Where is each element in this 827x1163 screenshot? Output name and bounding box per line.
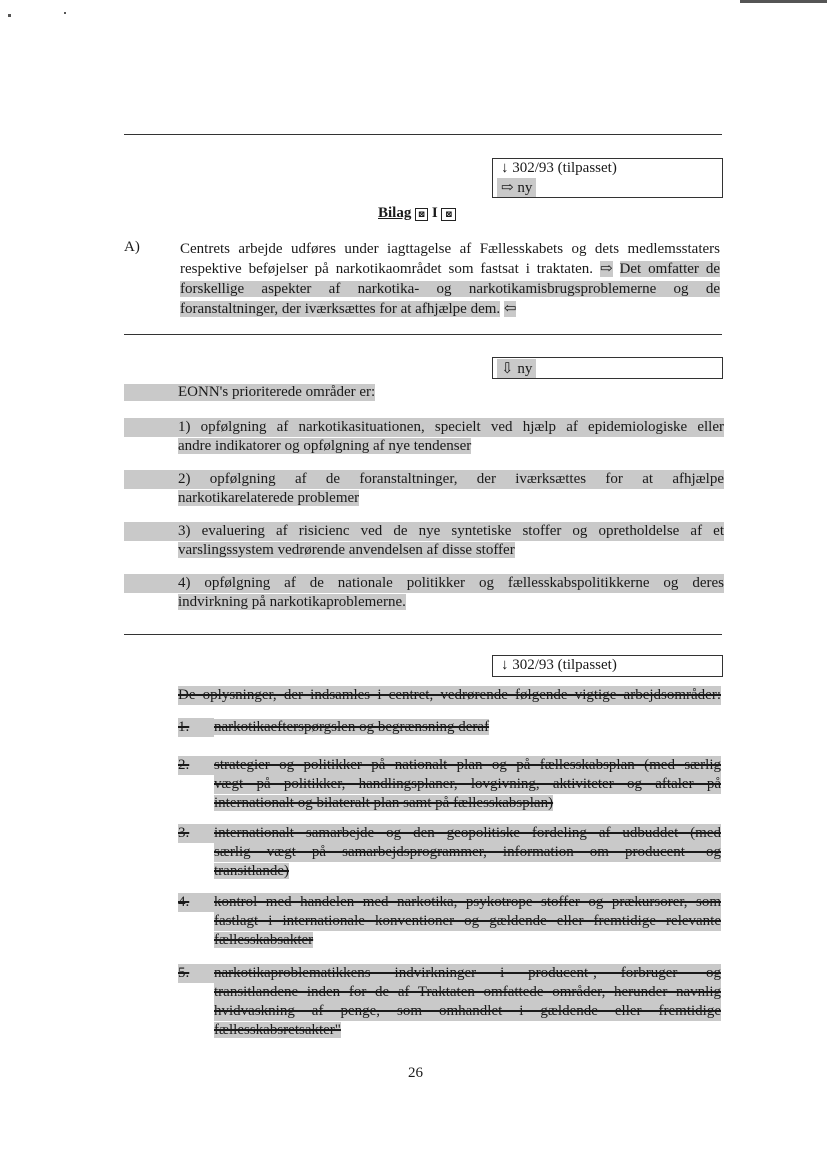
arrow-left-icon: ⇦ [503, 301, 517, 317]
priority-item-line: varslingssystem vedrørende anvendelsen af disse stoffer [178, 542, 515, 558]
insert-end-marker-icon: ⊠ [441, 208, 456, 221]
priorities-heading [124, 384, 375, 401]
priority-item [124, 418, 724, 456]
reference-box-adapted [492, 655, 723, 677]
deleted-item-line: vægt på politikker, handlingsplaner, lovgivning, aktiviteter og aftaler på [214, 776, 721, 792]
priority-item-line: indvirkning på narkotikaproblemerne. [178, 594, 406, 610]
separator-rule [124, 134, 722, 135]
deleted-item [178, 756, 721, 813]
section-a-text [180, 239, 720, 319]
deleted-item-line: fællesskabsakter [214, 932, 314, 948]
deleted-item-line: narkotikaproblematikkens indvirkninger i producent-, forbruger- og [214, 965, 721, 981]
deleted-item-line: hvidvaskning af penge, som omhandlet i gældende eller fremtidige [214, 1003, 721, 1019]
deleted-item [178, 964, 721, 1040]
section-label: A) [124, 239, 140, 255]
annex-word: Bilag [378, 205, 412, 221]
deleted-item-line: narkotikaefterspørgslen og begrænsning deraf [214, 719, 490, 735]
deleted-item-line: fællesskabsretsakter" [214, 1022, 341, 1038]
deleted-item [178, 893, 721, 950]
deleted-item [178, 824, 721, 881]
reference-label: 302/93 (tilpasset) [512, 657, 617, 673]
priority-item [124, 574, 724, 612]
reference-label: 302/93 (tilpasset) [512, 160, 617, 176]
section-a-plain: Centrets arbejde udføres under iagttagelse af Fællesskabets og dets medlemsstaters respektive beføjelser på narkotikaområdet som fastsat i traktaten. [180, 241, 720, 277]
priority-item-line: narkotikarelaterede problemer [178, 490, 360, 506]
deleted-intro [178, 686, 721, 705]
separator-rule [124, 334, 722, 335]
priorities-heading-text: EONN's prioriterede områder er: [178, 384, 376, 400]
scan-mark [8, 14, 11, 17]
separator-rule [124, 634, 722, 635]
reference-new-label: ny [517, 180, 533, 196]
reference-box-new [492, 357, 723, 379]
deleted-item-number: 5. [178, 964, 214, 983]
reference-new-label: ny [517, 361, 533, 377]
priority-item-line: 2) opfølgning af de foranstaltninger, der iværksættes for at afhjælpe [124, 470, 724, 489]
arrow-down-icon: ↓ [501, 160, 509, 176]
deleted-item-line: internationalt og bilateralt plan samt på fællesskabsplan) [214, 795, 554, 811]
scan-edge-line [740, 0, 827, 3]
deleted-item-line: fastlagt i internationale konventioner og gældende eller fremtidige relevante [214, 913, 721, 929]
deleted-item-line: særlig vægt på samarbejdsprogrammer, information om producent- og [214, 844, 721, 860]
deleted-item-number: 2. [178, 756, 214, 775]
deleted-item-line: kontrol med handelen med narkotika, psykotrope stoffer og prækursorer, som [214, 894, 721, 910]
deleted-item [178, 718, 721, 737]
deleted-item-line: internationalt samarbejde og den geopolitiske fordeling af udbuddet (med [214, 825, 721, 841]
page-number: 26 [408, 1065, 423, 1081]
priority-item-line: 4) opfølgning af de nationale politikker og fællesskabspolitikkerne og deres [124, 574, 724, 593]
priority-item-line: 3) evaluering af risicienc ved de nye syntetiske stoffer og opretholdelse af et [124, 522, 724, 541]
priority-item-line: 1) opfølgning af narkotikasituationen, specielt ved hjælp af epidemiologiske eller [124, 418, 724, 437]
priority-item [124, 522, 724, 560]
deleted-item-number: 3. [178, 824, 214, 843]
arrow-down-outline-icon: ⇩ [501, 361, 514, 377]
arrow-down-icon: ↓ [501, 657, 509, 673]
annex-title [378, 205, 456, 222]
arrow-right-icon: ⇨ [599, 261, 613, 277]
deleted-item-line: strategier og politikker på nationalt plan og på fællesskabsplan (med særlig [214, 757, 721, 773]
scan-mark [64, 12, 66, 14]
insert-marker-icon: ⊠ [415, 208, 428, 221]
arrow-right-icon: ⇨ [501, 180, 514, 196]
deleted-item-line: transitlandene inden for de af Traktaten omfattede områder, herunder navnlig [214, 984, 721, 1000]
priority-item-line: andre indikatorer og opfølgning af nye tendenser [178, 438, 472, 454]
deleted-intro-text: De oplysninger, der indsamles i centret, vedrørende følgende vigtige arbejdsområder: [178, 687, 721, 703]
annex-numeral: I [431, 205, 438, 221]
reference-box-adapted [492, 158, 723, 198]
priority-item [124, 470, 724, 508]
deleted-item-line: transitlande) [214, 863, 289, 879]
section-a-added: Det omfatter de forskellige aspekter af narkotika- og narkotikamisbrugsproblemerne og de foranstaltninger, der iværksættes for at afhjælpe dem. [180, 261, 721, 317]
deleted-item-number: 1. [178, 718, 214, 737]
deleted-item-number: 4. [178, 893, 214, 912]
